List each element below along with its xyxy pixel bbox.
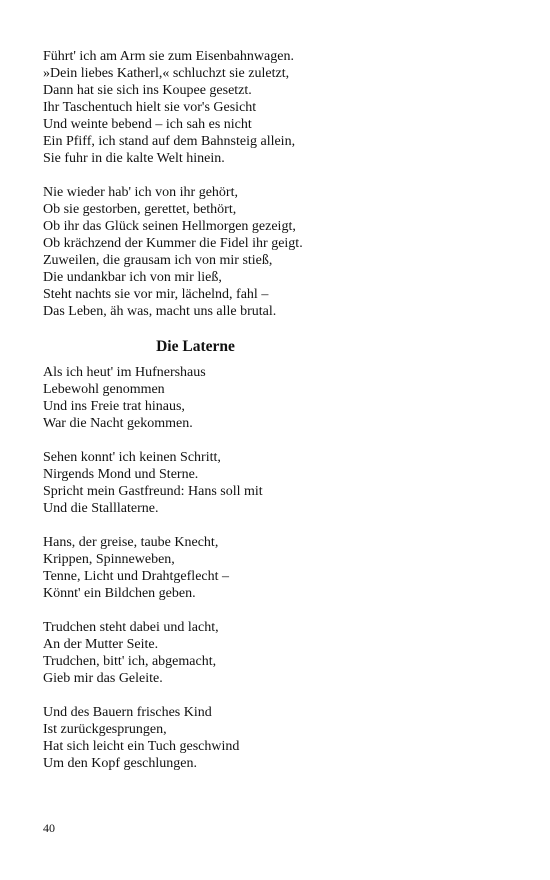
poem2-stanza-2 xyxy=(43,449,513,517)
verse-line: Trudchen, bitt' ich, abgemacht, xyxy=(43,654,217,669)
verse-line: Lebewohl genommen xyxy=(43,382,165,397)
verse-line: Tenne, Licht und Drahtgeflecht – xyxy=(43,569,230,584)
poem2-stanza-5 xyxy=(43,704,513,772)
page-number: 40 xyxy=(43,821,55,835)
verse-line: Sie fuhr in die kalte Welt hinein. xyxy=(43,151,225,166)
verse-line: An der Mutter Seite. xyxy=(43,637,159,652)
poem2-stanza-4 xyxy=(43,619,513,687)
verse-line: Um den Kopf geschlungen. xyxy=(43,756,197,771)
verse-line: Ist zurückgesprungen, xyxy=(43,722,167,737)
verse-line: Ein Pfiff, ich stand auf dem Bahnsteig allein, xyxy=(43,134,296,149)
verse-line: Und weinte bebend – ich sah es nicht xyxy=(43,117,252,132)
poem2-stanza-1 xyxy=(43,364,513,432)
verse-line: »Dein liebes Katherl,« schluchzt sie zuletzt, xyxy=(43,66,290,81)
verse-line: Und des Bauern frisches Kind xyxy=(43,705,212,720)
poem2-stanza-3 xyxy=(43,534,513,602)
verse-line: Das Leben, äh was, macht uns alle brutal. xyxy=(43,304,277,319)
verse-line: Und ins Freie trat hinaus, xyxy=(43,399,185,414)
verse-line: Hat sich leicht ein Tuch geschwind xyxy=(43,739,240,754)
verse-line: Und die Stalllaterne. xyxy=(43,501,159,516)
verse-line: Krippen, Spinneweben, xyxy=(43,552,175,567)
verse-line: Die undankbar ich von mir ließ, xyxy=(43,270,222,285)
verse-line: Nirgends Mond und Sterne. xyxy=(43,467,199,482)
verse-line: Trudchen steht dabei und lacht, xyxy=(43,620,219,635)
verse-line: Ihr Taschentuch hielt sie vor's Gesicht xyxy=(43,100,257,115)
verse-line: Nie wieder hab' ich von ihr gehört, xyxy=(43,185,238,200)
verse-line: Als ich heut' im Hufnershaus xyxy=(43,365,206,380)
verse-line: War die Nacht gekommen. xyxy=(43,416,193,431)
poem-title: Die Laterne xyxy=(156,338,235,355)
poem1-stanza-2 xyxy=(43,184,513,320)
poem1-stanza-1 xyxy=(43,48,513,167)
verse-line: Ob krächzend der Kummer die Fidel ihr geigt. xyxy=(43,236,303,251)
verse-line: Dann hat sie sich ins Koupee gesetzt. xyxy=(43,83,252,98)
verse-line: Zuweilen, die grausam ich von mir stieß, xyxy=(43,253,273,268)
page-body xyxy=(43,48,513,789)
verse-line: Gieb mir das Geleite. xyxy=(43,671,163,686)
verse-line: Hans, der greise, taube Knecht, xyxy=(43,535,219,550)
verse-line: Ob ihr das Glück seinen Hellmorgen gezeigt, xyxy=(43,219,296,234)
verse-line: Spricht mein Gastfreund: Hans soll mit xyxy=(43,484,263,499)
verse-line: Führt' ich am Arm sie zum Eisenbahnwagen. xyxy=(43,49,294,64)
verse-line: Steht nachts sie vor mir, lächelnd, fahl – xyxy=(43,287,269,302)
verse-line: Sehen konnt' ich keinen Schritt, xyxy=(43,450,221,465)
verse-line: Ob sie gestorben, gerettet, bethört, xyxy=(43,202,237,217)
verse-line: Könnt' ein Bildchen geben. xyxy=(43,586,196,601)
